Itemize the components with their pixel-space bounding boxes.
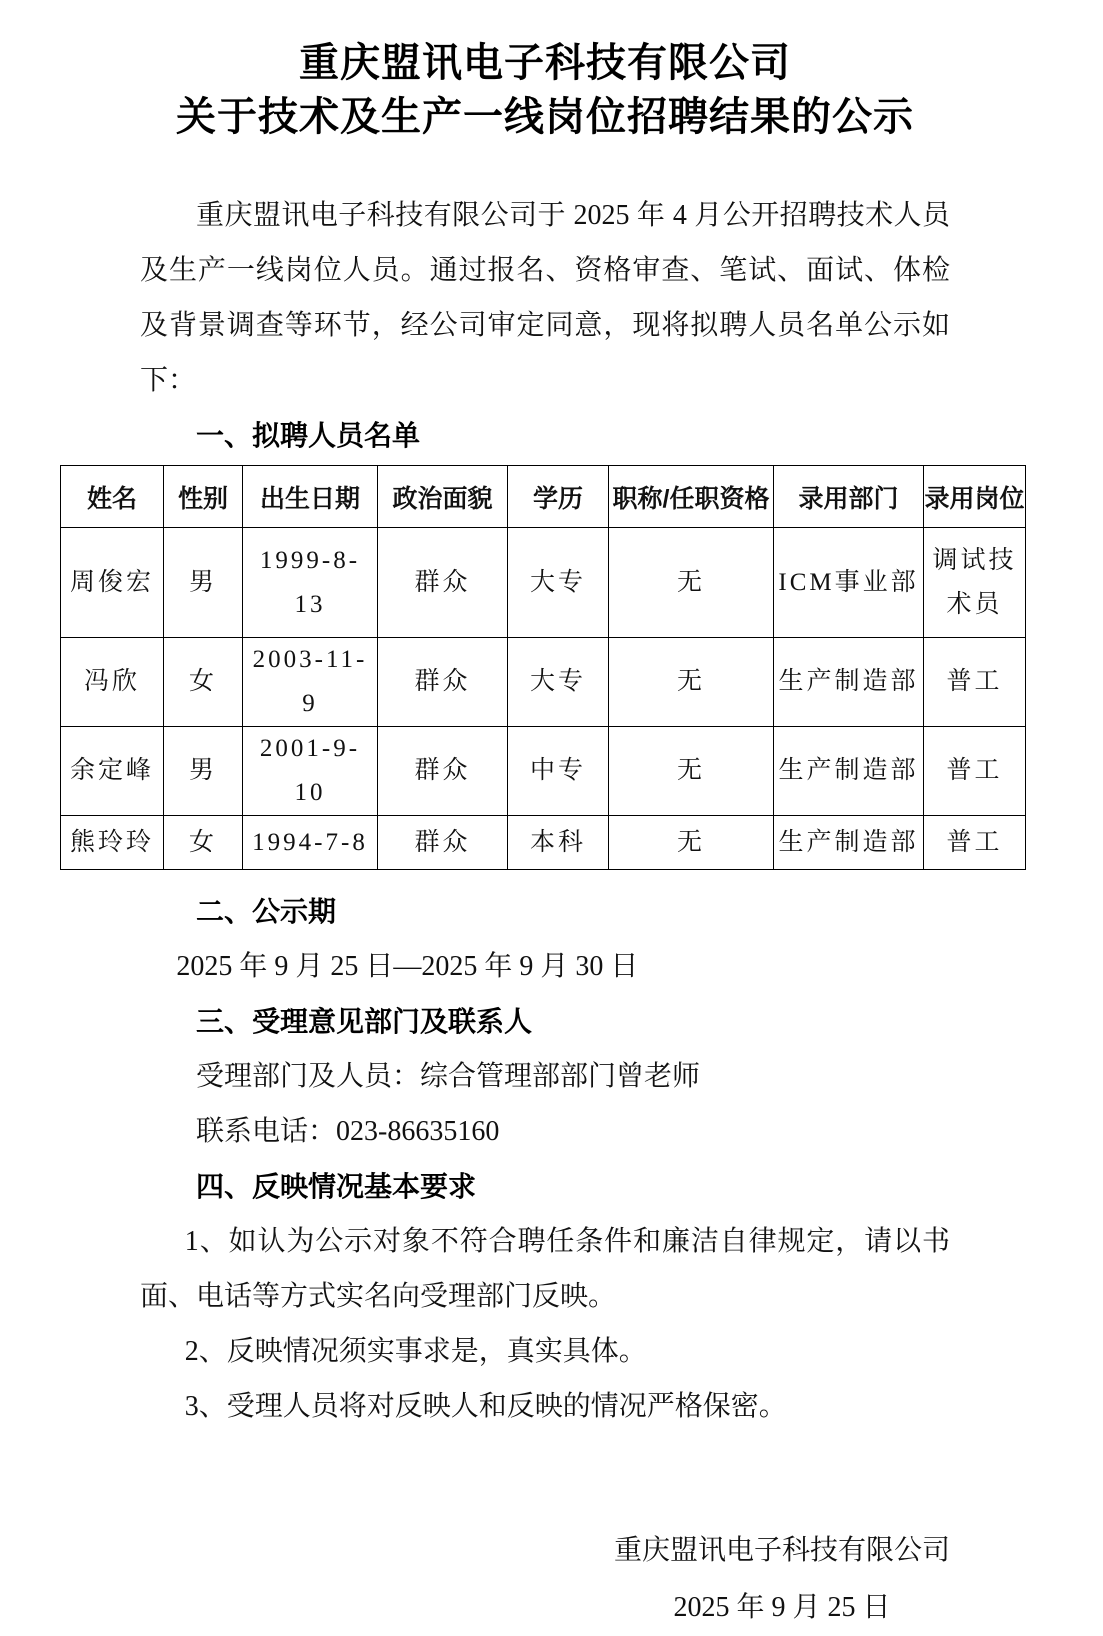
cell-title-qualification: 无	[609, 528, 774, 638]
col-header-sex: 性别	[164, 466, 243, 528]
col-header-political-status: 政治面貌	[378, 466, 508, 528]
cell-political-status: 群众	[378, 727, 508, 816]
cell-education: 本科	[508, 816, 609, 870]
cell-birthdate: 2003-11-9	[243, 638, 378, 727]
candidate-roster-table	[60, 465, 1026, 870]
section-3-heading: 三、受理意见部门及联系人	[196, 1006, 533, 1037]
table-row	[61, 528, 1026, 638]
cell-name: 余定峰	[61, 727, 164, 816]
col-header-birthdate: 出生日期	[243, 466, 378, 528]
cell-hiring-position: 调试技术员	[924, 528, 1026, 638]
col-header-hiring-position: 录用岗位	[924, 466, 1026, 528]
table-row	[61, 638, 1026, 727]
document-title	[140, 36, 950, 144]
signature-block	[614, 1522, 950, 1636]
cell-hiring-department: ICM事业部	[774, 528, 924, 638]
cell-education: 大专	[508, 528, 609, 638]
section-4-heading: 四、反映情况基本要求	[196, 1171, 477, 1202]
cell-name: 冯欣	[61, 638, 164, 727]
table-row	[61, 816, 1026, 870]
section-1-heading: 一、拟聘人员名单	[196, 420, 421, 451]
cell-political-status: 群众	[378, 816, 508, 870]
cell-title-qualification: 无	[609, 638, 774, 727]
title-line-1: 重庆盟讯电子科技有限公司	[299, 40, 791, 85]
publicity-period: 2025 年 9 月 25 日—2025 年 9 月 30 日	[176, 951, 639, 982]
requirement-item-3: 3、受理人员将对反映人和反映的情况严格保密。	[184, 1391, 787, 1422]
cell-sex: 女	[164, 638, 243, 727]
table-header-row	[61, 466, 1026, 528]
title-line-2: 关于技术及生产一线岗位招聘结果的公示	[176, 94, 914, 139]
col-header-hiring-department: 录用部门	[774, 466, 924, 528]
cell-hiring-position: 普工	[924, 638, 1026, 727]
cell-title-qualification: 无	[609, 727, 774, 816]
intro-paragraph: 重庆盟讯电子科技有限公司于 2025 年 4 月公开招聘技术人员及生产一线岗位人员。通过报名、资格审查、笔试、面试、体检及背景调查等环节，经公司审定同意，现将拟聘人员名单公示如下：	[140, 200, 950, 396]
accepting-department-line: 受理部门及人员：综合管理部部门曾老师	[196, 1061, 701, 1092]
contact-phone-line: 联系电话：023-86635160	[196, 1116, 500, 1147]
cell-sex: 女	[164, 816, 243, 870]
signature-date: 2025 年 9 月 25 日	[673, 1592, 891, 1623]
cell-sex: 男	[164, 528, 243, 638]
section-2-heading: 二、公示期	[196, 896, 337, 927]
cell-name: 周俊宏	[61, 528, 164, 638]
cell-hiring-position: 普工	[924, 727, 1026, 816]
cell-hiring-department: 生产制造部	[774, 727, 924, 816]
cell-education: 大专	[508, 638, 609, 727]
cell-hiring-department: 生产制造部	[774, 816, 924, 870]
col-header-education: 学历	[508, 466, 609, 528]
cell-political-status: 群众	[378, 638, 508, 727]
col-header-name: 姓名	[61, 466, 164, 528]
cell-hiring-department: 生产制造部	[774, 638, 924, 727]
requirement-item-1: 1、如认为公示对象不符合聘任条件和廉洁自律规定，请以书面、电话等方式实名向受理部门反映。	[140, 1226, 950, 1312]
cell-birthdate: 2001-9-10	[243, 727, 378, 816]
col-header-title-qualification: 职称/任职资格	[609, 466, 774, 528]
requirement-item-2: 2、反映情况须实事求是，真实具体。	[184, 1336, 647, 1367]
cell-political-status: 群众	[378, 528, 508, 638]
cell-name: 熊玲玲	[61, 816, 164, 870]
cell-hiring-position: 普工	[924, 816, 1026, 870]
cell-birthdate: 1994-7-8	[243, 816, 378, 870]
cell-sex: 男	[164, 727, 243, 816]
cell-birthdate: 1999-8-13	[243, 528, 378, 638]
cell-title-qualification: 无	[609, 816, 774, 870]
signature-company: 重庆盟讯电子科技有限公司	[613, 1535, 950, 1566]
cell-education: 中专	[508, 727, 609, 816]
table-row	[61, 727, 1026, 816]
